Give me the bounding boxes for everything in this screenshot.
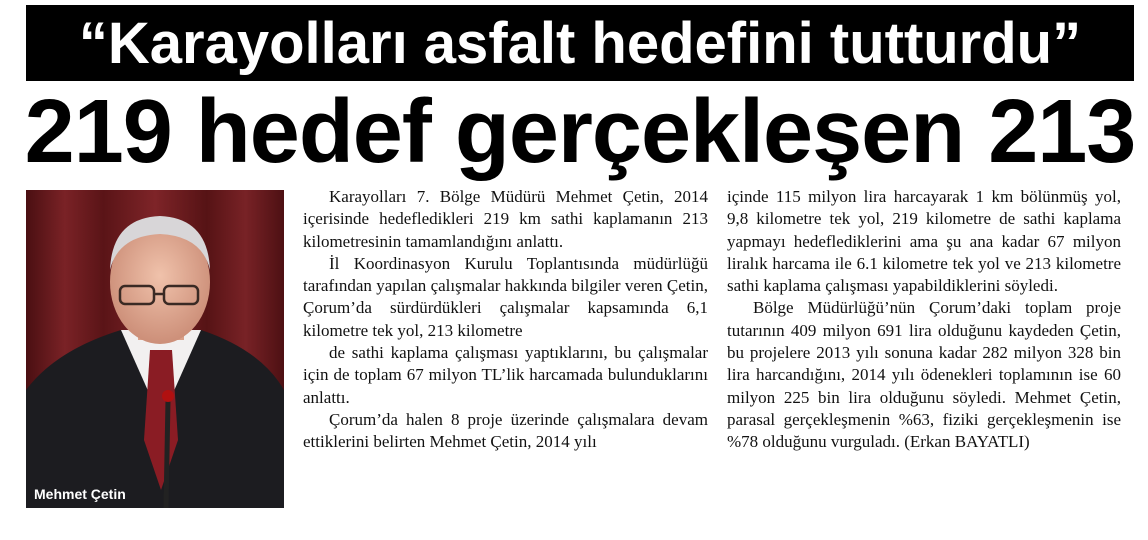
portrait-illustration <box>26 190 284 508</box>
microphone <box>166 400 168 508</box>
article-photo <box>26 190 284 508</box>
paragraph: Çorum’da halen 8 proje üzerinde çalışmalara devam ettiklerini belirten Mehmet Çetin, 2014 yılı <box>303 409 708 452</box>
paragraph: içinde 115 milyon lira harcayarak 1 km bölünmüş yol, 9,8 kilometre tek yol, 219 kilometre de sathi kaplama yapmayı hedeflediklerini ama şu ana kadar 67 milyon liralık harcama ile 6.1 kilometre tek yol ve 213 kilometre sathi kaplama çalışması yapabildiklerini söyledi. <box>727 187 1121 296</box>
paragraph: İl Koordinasyon Kurulu Toplantısında müdürlüğü tarafından yapılan çalışmalar hakkında bilgiler veren Çetin, Çorum’da sürdürdükleri çalışmalar kapsamında 6,1 kilometre tek yol, 213 kilometre <box>303 253 708 340</box>
photo-caption: Mehmet Çetin <box>34 486 126 502</box>
article-column-1 <box>303 186 708 454</box>
paragraph: de sathi kaplama çalışması yaptıklarını, bu çalışmalar için de toplam 67 milyon TL’lik harcamada bulunduklarını anlattı. <box>303 343 708 407</box>
article-column-2 <box>727 186 1121 454</box>
kicker-banner <box>26 5 1134 81</box>
paragraph: Bölge Müdürlüğü’nün Çorum’daki toplam proje tutarının 409 milyon 691 lira olduğunu kaydeden Çetin, bu projelere 2013 yılı sonuna kadar 282 milyon 328 bin lira harcandığını, 2014 yılı ödenekleri toplamının ise 60 milyon 225 bin lira olduğunu söyledi. Mehmet Çetin, parasal gerçekleşmenin %63, fiziki gerçekleşmenin ise %78 olduğunu vurguladı. (Erkan BAYATLI) <box>727 298 1121 452</box>
headline: 219 hedef gerçekleşen 213 <box>24 81 1136 182</box>
paragraph: Karayolları 7. Bölge Müdürü Mehmet Çetin, 2014 içerisinde hedefledikleri 219 km sathi kaplamanın 213 kilometresinin tamamlandığını anlattı. <box>303 187 708 251</box>
kicker-text: “Karayolları asfalt hedefini tutturdu” <box>78 10 1082 76</box>
